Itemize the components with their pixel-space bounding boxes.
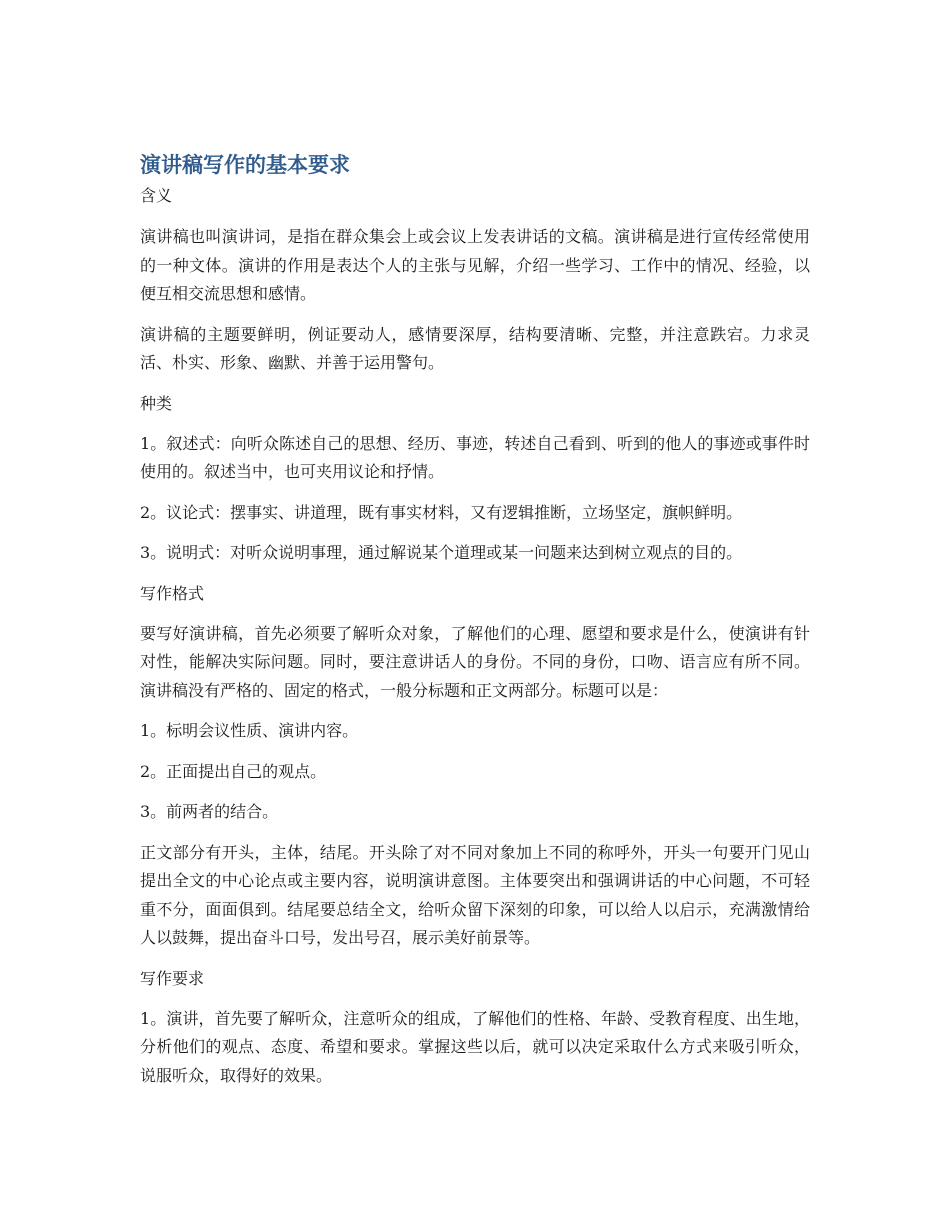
list-item-narrative: 1。叙述式：向听众陈述自己的思想、经历、事迹，转述自己看到、听到的他人的事迹或事件时使用的。叙述当中，也可夹用议论和抒情。 [140, 433, 810, 481]
document-page [140, 148, 810, 1090]
paragraph-definition: 演讲稿也叫演讲词，是指在群众集会上或会议上发表讲话的文稿。演讲稿是进行宣传经常使用的一种文体。演讲的作用是表达个人的主张与见解，介绍一些学习、工作中的情况、经验，以便互相交流思想和感情。 [140, 227, 810, 303]
list-item-title-type-1: 1。标明会议性质、演讲内容。 [140, 721, 359, 740]
list-item-know-audience: 1。演讲，首先要了解听众，注意听众的组成，了解他们的性格、年龄、受教育程度、出生地，分析他们的观点、态度、希望和要求。掌握这些以后，就可以决定采取什么方式来吸引听众，说服听众，取得好的效果。 [140, 1008, 810, 1085]
section-label-requirements: 写作要求 [140, 968, 205, 988]
section-label-meaning: 含义 [140, 186, 173, 205]
list-item-argumentative: 2。议论式：摆事实、讲道理，既有事实材料，又有逻辑推断，立场坚定，旗帜鲜明。 [140, 502, 743, 522]
paragraph-body-structure: 正文部分有开头，主体，结尾。开头除了对不同对象加上不同的称呼外，开头一句要开门见山提出全文的中心论点或主要内容，说明演讲意图。主体要突出和强调讲话的中心问题，不可轻重不分，面面俱到。结尾要总结全文，给听众留下深刻的印象，可以给人以启示，充满激情给人以鼓舞，提出奋斗口号，发出号召，展示美好前景等。 [140, 842, 810, 947]
paragraph-format: 要写好演讲稿，首先必须要了解听众对象，了解他们的心理、愿望和要求是什么，使演讲有针对性，能解决实际问题。同时，要注意讲话人的身份。不同的身份，口吻、语言应有所不同。演讲稿没有严格的、固定的格式，一般分标题和正文两部分。标题可以是： [140, 623, 810, 700]
document-title: 演讲稿写作的基本要求 [140, 153, 350, 177]
paragraph-theme: 演讲稿的主题要鲜明，例证要动人，感情要深厚，结构要清晰、完整，并注意跌宕。力求灵活、朴实、形象、幽默、并善于运用警句。 [140, 324, 810, 372]
section-label-format: 写作格式 [140, 583, 205, 603]
section-label-types: 种类 [140, 393, 173, 413]
list-item-title-type-2: 2。正面提出自己的观点。 [140, 761, 327, 781]
list-item-title-type-3: 3。前两者的结合。 [140, 802, 279, 821]
list-item-expository: 3。说明式：对听众说明事理，通过解说某个道理或某一问题来达到树立观点的目的。 [140, 543, 743, 562]
